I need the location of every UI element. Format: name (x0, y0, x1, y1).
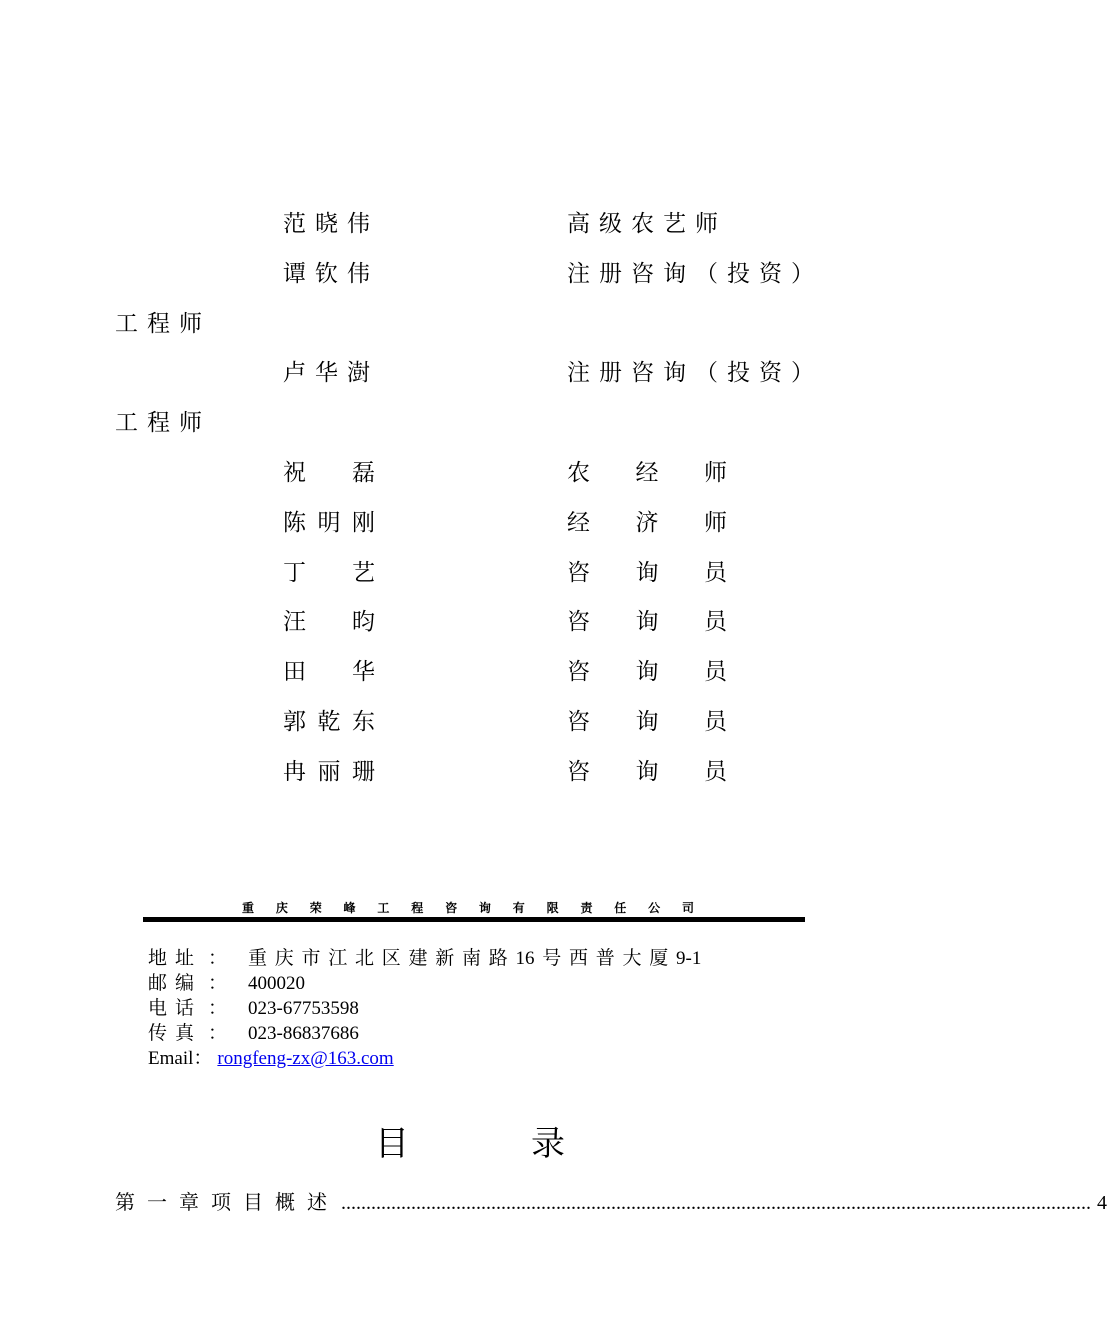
toc-title: 目 录 (375, 1124, 565, 1164)
staff-name: 卢华澍 (283, 360, 379, 386)
phone-line (148, 996, 359, 1021)
staff-title: 咨 询 员 (567, 709, 727, 735)
staff-title: 咨 询 员 (567, 659, 727, 685)
staff-title: 经 济 师 (567, 510, 727, 536)
staff-title: 注册咨询（投资） (567, 261, 823, 287)
toc-leader-dots: ...................................................................................................................................................... (341, 1192, 1091, 1214)
phone-value: 023-67753598 (248, 998, 359, 1019)
address-value: 重 庆 市 江 北 区 建 新 南 路 16 号 西 普 大 厦 9-1 (248, 948, 702, 969)
staff-title: 高级农艺师 (567, 211, 727, 237)
email-label: Email (148, 1048, 194, 1069)
phone-label: 电话 (148, 998, 203, 1019)
staff-title: 注册咨询（投资） (567, 360, 823, 386)
staff-name: 汪 昀 (283, 609, 375, 635)
staff-name: 冉 丽 珊 (283, 759, 375, 785)
address-line (148, 946, 701, 971)
postcode-line (148, 971, 305, 996)
address-label: 地址 (148, 948, 203, 969)
colon: ： (193, 1048, 213, 1069)
postcode-value: 400020 (248, 973, 305, 994)
staff-name: 谭钦伟 (283, 261, 379, 287)
staff-name: 祝 磊 (283, 460, 375, 486)
colon: ： (208, 973, 228, 994)
staff-name: 丁 艺 (283, 560, 375, 586)
toc-page-number: 4 (1097, 1192, 1107, 1214)
staff-name: 田 华 (283, 659, 375, 685)
toc-entry-text: 项目概述 (211, 1192, 339, 1214)
colon: ： (208, 998, 228, 1019)
colon: ： (208, 948, 228, 969)
toc-chapter: 第一章 (115, 1192, 211, 1214)
company-name: 重 庆 荣 峰 工 程 咨 询 有 限 责 任 公 司 (242, 901, 694, 915)
staff-name: 郭 乾 东 (283, 709, 375, 735)
letterhead-divider (143, 917, 805, 922)
staff-title-continued: 工程师 (115, 410, 211, 436)
staff-name: 陈 明 刚 (283, 510, 375, 536)
email-link[interactable]: rongfeng-zx@163.com (217, 1048, 394, 1069)
staff-title: 咨 询 员 (567, 759, 727, 785)
email-line (148, 1046, 394, 1071)
staff-title-continued: 工程师 (115, 311, 211, 337)
staff-title: 咨 询 员 (567, 609, 727, 635)
staff-title: 农 经 师 (567, 460, 727, 486)
colon: ： (208, 1023, 228, 1044)
staff-name: 范晓伟 (283, 211, 379, 237)
fax-value: 023-86837686 (248, 1023, 359, 1044)
staff-title: 咨 询 员 (567, 560, 727, 586)
toc-entry[interactable] (115, 1186, 1107, 1215)
postcode-label: 邮编 (148, 973, 203, 994)
fax-line (148, 1021, 359, 1046)
fax-label: 传真 (148, 1023, 203, 1044)
